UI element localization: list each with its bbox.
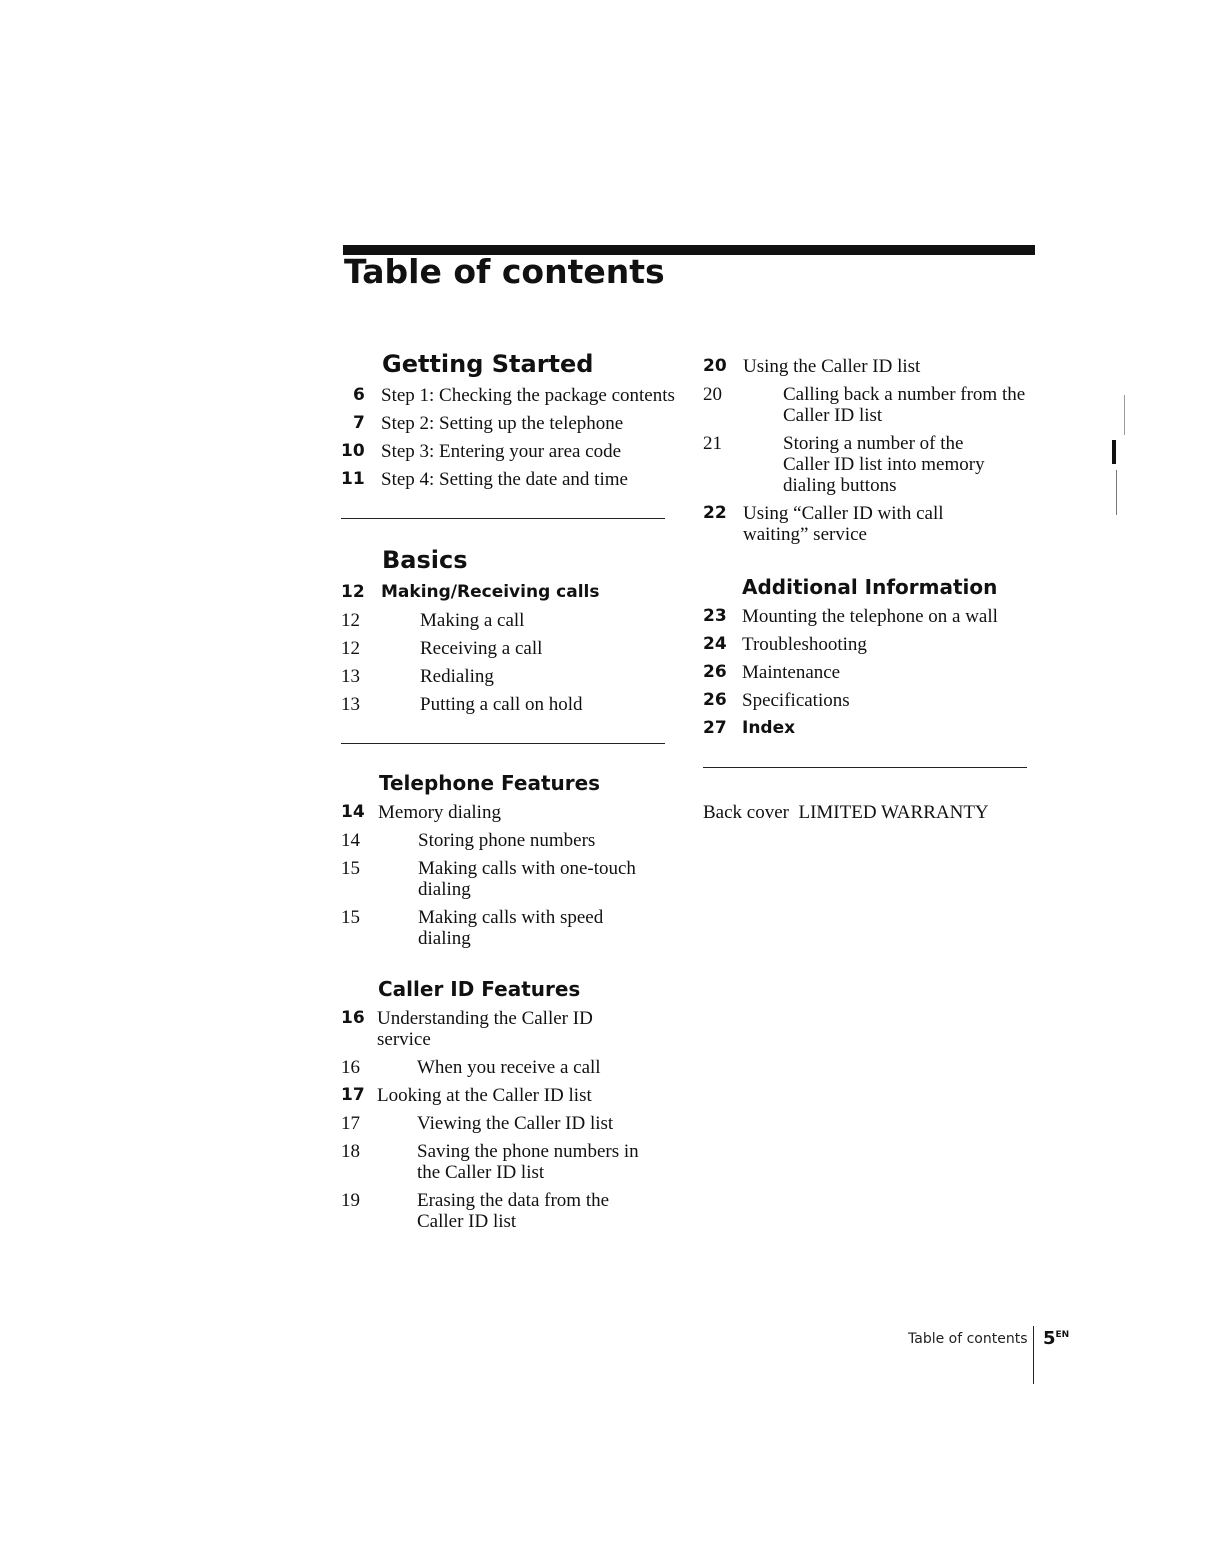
toc-page: 26	[703, 690, 727, 710]
getting-started-list	[341, 385, 675, 490]
toc-label: Memory dialing	[378, 802, 501, 823]
toc-label: Viewing the Caller ID list	[417, 1113, 614, 1134]
toc-label: Using the Caller ID list	[743, 356, 921, 377]
toc-label: Calling back a number from the Caller ID list	[783, 384, 1026, 426]
toc-entry[interactable]	[341, 610, 671, 631]
toc-label: When you receive a call	[417, 1057, 601, 1078]
toc-label: Specifications	[742, 690, 850, 711]
toc-label: Redialing	[420, 666, 494, 687]
toc-label: Saving the phone numbers in the Caller ID list	[417, 1141, 639, 1183]
toc-entry[interactable]	[341, 1113, 671, 1134]
footer-page-suffix: EN	[1055, 1330, 1070, 1340]
toc-label: Looking at the Caller ID list	[377, 1085, 592, 1106]
toc-page: 13	[341, 694, 360, 715]
toc-entry[interactable]	[341, 907, 671, 949]
toc-entry[interactable]	[341, 694, 671, 715]
toc-entry[interactable]	[703, 690, 1033, 711]
toc-page: 20	[703, 356, 727, 376]
toc-entry[interactable]	[703, 634, 1033, 655]
section-divider	[703, 767, 1027, 768]
toc-entry[interactable]	[341, 441, 671, 462]
toc-page: 6	[353, 385, 365, 405]
toc-page: 16	[341, 1057, 360, 1078]
scan-mark	[1116, 470, 1117, 515]
toc-page: 17	[341, 1113, 360, 1134]
toc-entry[interactable]	[341, 1141, 671, 1183]
toc-label: Mounting the telephone on a wall	[742, 606, 998, 627]
toc-page: 14	[341, 802, 365, 822]
section-heading-additional-information: Additional Information	[742, 575, 998, 599]
section-heading-basics: Basics	[382, 546, 468, 574]
toc-label: Making a call	[420, 610, 525, 631]
footer-section-label: Table of contents	[908, 1331, 1028, 1347]
toc-page: 11	[341, 469, 365, 489]
toc-page: 23	[703, 606, 727, 626]
toc-entry[interactable]	[703, 503, 1033, 545]
toc-entry[interactable]	[341, 1057, 671, 1078]
footer-divider	[1033, 1326, 1034, 1384]
back-cover-entry[interactable]: Back cover LIMITED WARRANTY	[703, 802, 989, 823]
toc-entry[interactable]	[341, 858, 671, 900]
toc-label: Troubleshooting	[742, 634, 867, 655]
toc-label: Putting a call on hold	[420, 694, 583, 715]
section-heading-telephone-features: Telephone Features	[379, 771, 601, 795]
toc-page: 12	[341, 638, 360, 659]
toc-entry[interactable]	[341, 1085, 671, 1106]
section-spacer	[341, 949, 671, 977]
toc-label: Step 2: Setting up the telephone	[381, 413, 624, 434]
toc-entry[interactable]	[341, 830, 671, 851]
section-spacer	[703, 545, 1033, 575]
toc-entry[interactable]	[341, 1190, 671, 1232]
toc-page: 17	[341, 1085, 365, 1105]
scan-mark	[1112, 440, 1116, 464]
toc-label: Making/Receiving calls	[381, 582, 600, 602]
toc-label: Receiving a call	[420, 638, 543, 659]
toc-page: 15	[341, 907, 360, 928]
toc-label: Maintenance	[742, 662, 841, 683]
toc-page: 27	[703, 718, 727, 738]
page-title: Table of contents	[344, 252, 665, 291]
toc-entry[interactable]	[703, 384, 1033, 426]
toc-page: 12	[341, 582, 365, 602]
toc-entry[interactable]	[703, 718, 1033, 739]
toc-entry[interactable]	[703, 356, 1033, 377]
scan-mark	[1124, 395, 1125, 435]
toc-page: 16	[341, 1008, 365, 1028]
toc-entry[interactable]	[341, 666, 671, 687]
toc-page: 12	[341, 610, 360, 631]
toc-page: 24	[703, 634, 727, 654]
toc-entry[interactable]	[341, 385, 675, 406]
toc-label: Using “Caller ID with call waiting” service	[743, 503, 944, 545]
toc-page: 14	[341, 830, 360, 851]
toc-page: 13	[341, 666, 360, 687]
toc-label: Index	[742, 718, 796, 738]
toc-entry[interactable]	[341, 638, 671, 659]
toc-page: 15	[341, 858, 360, 879]
toc-label: Storing phone numbers	[418, 830, 596, 851]
toc-entry[interactable]	[703, 606, 1033, 627]
toc-page: 18	[341, 1141, 360, 1162]
toc-page: 19	[341, 1190, 360, 1211]
toc-page: 22	[703, 503, 727, 523]
toc-page: 7	[353, 413, 365, 433]
section-heading-getting-started: Getting Started	[382, 350, 594, 378]
toc-page: 21	[703, 433, 722, 454]
toc-page: 26	[703, 662, 727, 682]
toc-label: Step 4: Setting the date and time	[381, 469, 628, 490]
toc-entry[interactable]	[703, 433, 1033, 496]
toc-label: Step 1: Checking the package contents	[381, 385, 675, 406]
toc-label: Erasing the data from the Caller ID list	[417, 1190, 610, 1232]
toc-entry[interactable]	[703, 662, 1033, 683]
toc-entry[interactable]	[341, 413, 671, 434]
footer-page-number	[1043, 1328, 1069, 1349]
toc-entry[interactable]	[341, 582, 671, 603]
footer-page-value: 5	[1043, 1328, 1056, 1349]
toc-page: 10	[341, 441, 365, 461]
toc-label: Step 3: Entering your area code	[381, 441, 622, 462]
toc-text	[381, 385, 693, 406]
toc-entry[interactable]	[341, 469, 671, 490]
section-divider	[341, 743, 665, 744]
toc-entry[interactable]	[341, 802, 671, 823]
toc-label: Storing a number of the Caller ID list into memory dialing buttons	[783, 433, 985, 496]
section-divider	[341, 518, 665, 519]
right-column	[703, 356, 1033, 824]
toc-label: Understanding the Caller ID service	[377, 1008, 593, 1050]
toc-label: Making calls with one-touch dialing	[418, 858, 636, 900]
left-column	[341, 350, 675, 1232]
toc-label: Making calls with speed dialing	[418, 907, 604, 949]
toc-page: 20	[703, 384, 722, 405]
toc-entry[interactable]	[341, 1008, 671, 1050]
section-heading-caller-id-features: Caller ID Features	[378, 977, 581, 1001]
